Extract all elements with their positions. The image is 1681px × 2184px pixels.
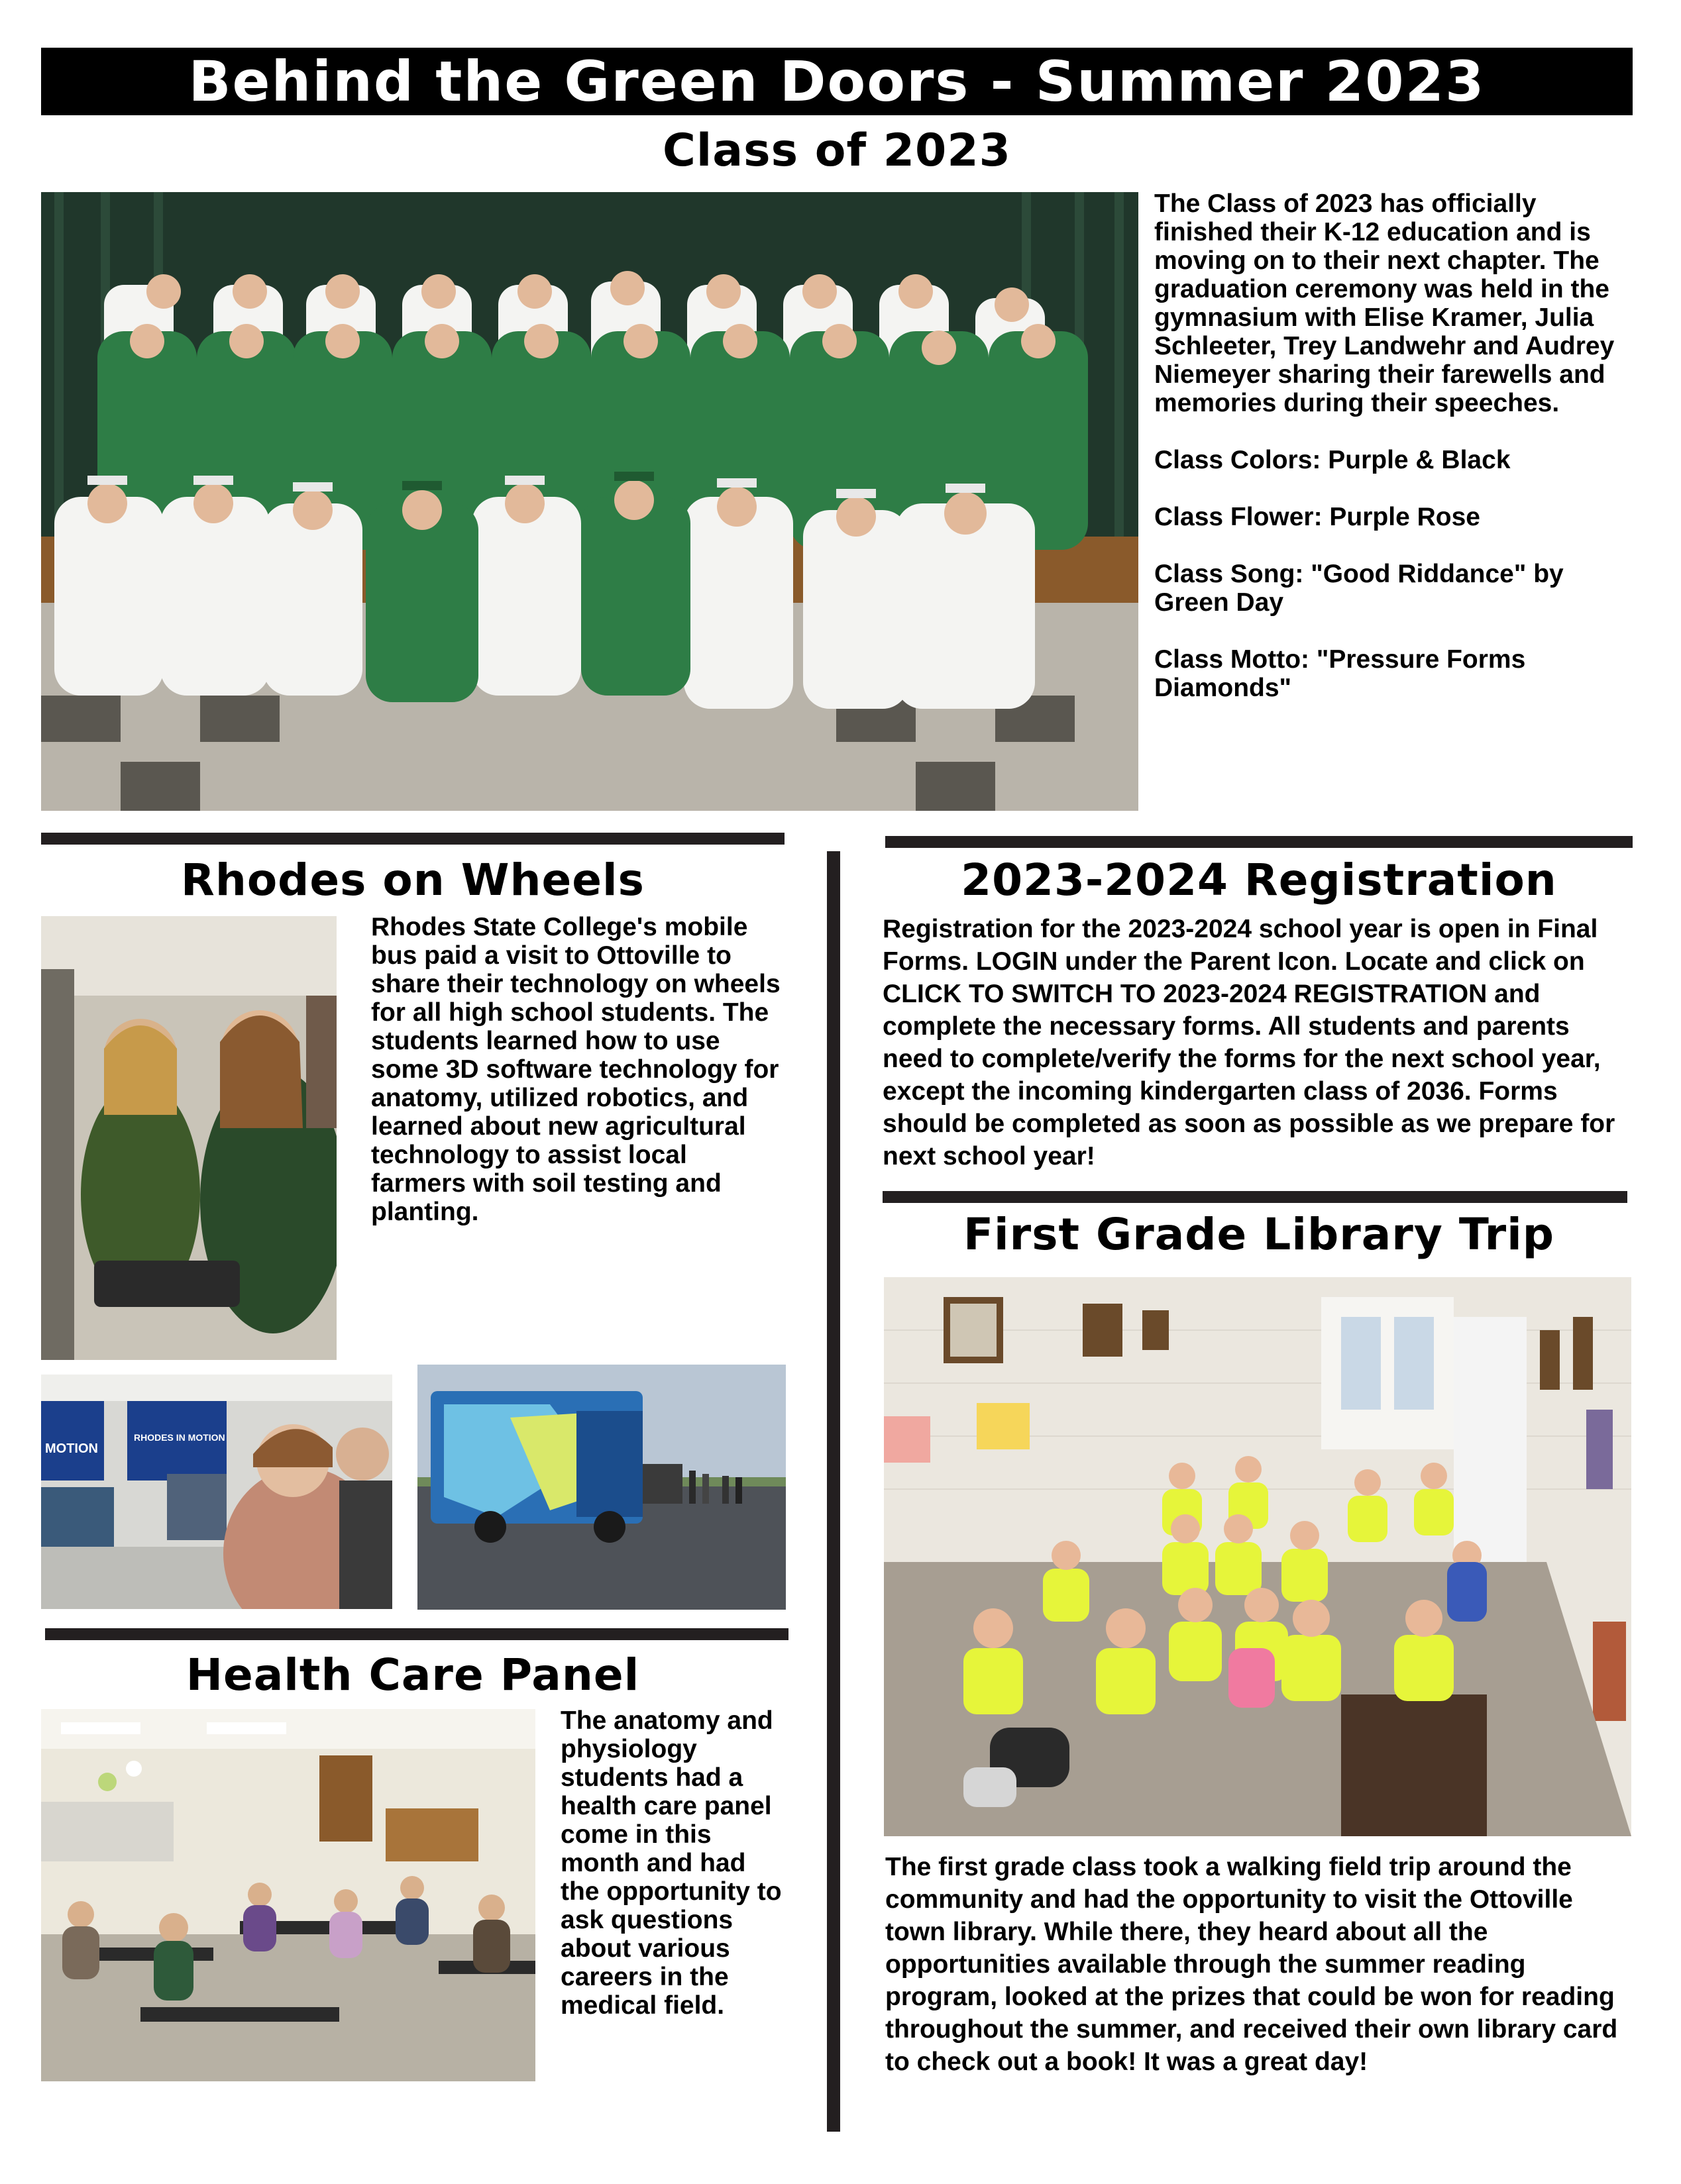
class-colors: Class Colors: Purple & Black — [1154, 446, 1511, 474]
class-of-2023-title: Class of 2023 — [663, 125, 1011, 177]
divider-rhodes-top — [41, 833, 785, 845]
screen-text-motion: MOTION — [45, 1441, 98, 1456]
divider-health-top — [45, 1628, 788, 1640]
registration-paragraph: Registration for the 2023-2024 school year is open in Final Forms. LOGIN under the Parent Icon. Locate and click on CLICK TO SWITCH TO 2023-2024 REGISTRATION and complete the necessary forms. All students and parents need to complete/verify the forms for the next school year, except the incoming kindergarten class of 2036. Forms should be completed as soon as possible as we prepare for next school year! — [883, 915, 1615, 1170]
class-motto: Class Motto: "Pressure Forms Diamonds" — [1154, 645, 1526, 702]
divider-library-top — [883, 1191, 1627, 1203]
library-paragraph: The first grade class took a walking field trip around the community and had the opportunity to visit the Ottoville town library. While there, they heard about all the opportunities available through the summer reading program, looked at the prizes that could be won for reading throughout the summer, and received their own library card to check out a book! It was a great day! — [885, 1853, 1618, 2076]
registration-title: 2023-2024 Registration — [961, 855, 1557, 906]
health-title: Health Care Panel — [186, 1649, 640, 1700]
rhodes-title: Rhodes on Wheels — [181, 855, 645, 906]
graduation-photo — [41, 192, 1138, 811]
rhodes-computer-photo — [41, 1375, 392, 1609]
screen-text-rhodes: RHODES IN MOTION — [134, 1432, 225, 1443]
divider-registration-top — [885, 836, 1633, 848]
library-trip-photo — [884, 1277, 1631, 1836]
class-song: Class Song: "Good Riddance" by Green Day — [1154, 560, 1564, 617]
center-column-divider — [827, 851, 840, 2132]
class-of-2023-text — [1154, 189, 1633, 702]
rhodes-bus-photo — [417, 1365, 786, 1610]
health-paragraph: The anatomy and physiology students had a health care panel come in this month and had the opportunity to ask questions about various careers in the medical field. — [561, 1706, 782, 2020]
library-title: First Grade Library Trip — [963, 1209, 1555, 1260]
class-of-2023-paragraph: The Class of 2023 has officially finished their K-12 education and is moving on to their next chapter. The graduation ceremony was held in the gymnasium with Elise Kramer, Julia Schleeter, Trey Landwehr and Audrey Niemeyer sharing their farewells and memories during their speeches. — [1154, 189, 1615, 417]
rhodes-students-photo — [41, 916, 337, 1360]
rhodes-paragraph: Rhodes State College's mobile bus paid a visit to Ottoville to share their technology on wheels for all high school students. The students learned how to use some 3D software technology for anatomy, utilized robotics, and learned about new agricultural technology to assist local farmers with soil testing and planting. — [371, 913, 781, 1226]
health-classroom-photo — [41, 1709, 535, 2081]
banner-title: Behind the Green Doors - Summer 2023 — [188, 49, 1486, 114]
newsletter-banner — [41, 48, 1633, 115]
class-flower: Class Flower: Purple Rose — [1154, 503, 1480, 531]
